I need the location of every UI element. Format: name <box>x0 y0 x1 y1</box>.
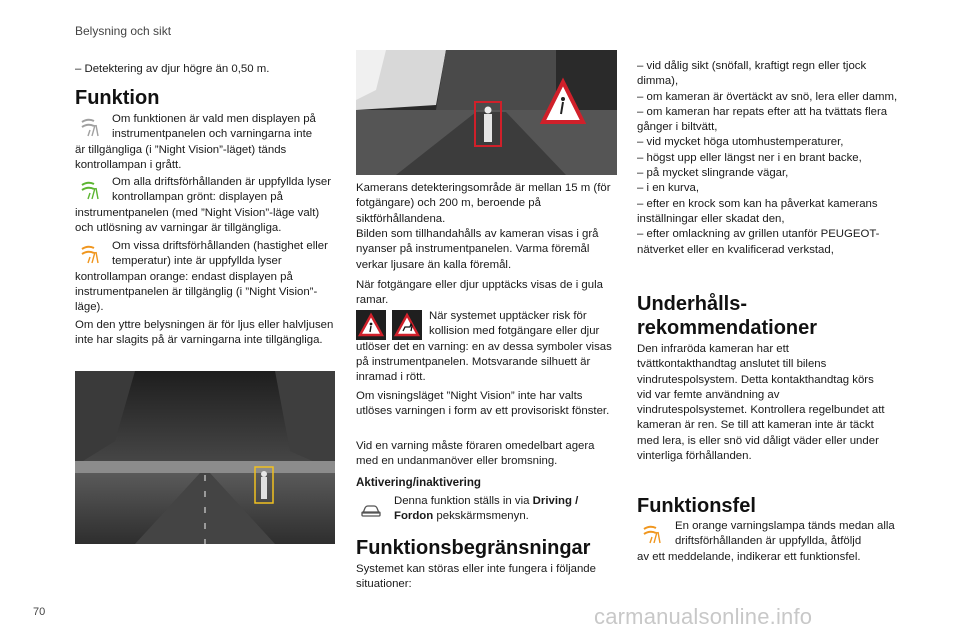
list-item: – högst upp eller längst ner i en brant backe, <box>637 151 862 164</box>
list-item: – vid mycket höga utomhustemperaturer, <box>637 136 844 149</box>
activation-text: Denna funktion ställs in via <box>394 495 530 507</box>
activation-title: Aktivering/inaktivering <box>356 476 481 489</box>
closing-paragraph: Om den yttre belysningen är för ljus eller halvljusen inte har slagits på är varningarna inte tillgängliga. <box>75 319 334 347</box>
intro-item: – Detektering av djur högre än 0,50 m. <box>75 63 270 75</box>
grey-lamp-text-rest: är tillgängliga (i ”Night Vision”-läget) tänds kontrollampan i grått. <box>75 143 287 171</box>
watermark: carmanualsonline.info <box>594 604 813 629</box>
list-item: – om kameran är övertäckt av snö, lera eller damm, <box>637 90 898 103</box>
maintenance-paragraph: Den infraröda kameran har ett tvättkontakthandtag anslutet till bilens vindrutespolsystem. Detta kontakthandtag körs vid var femte användning av vindrutespolsystemet. Kontrollera regelbundet att kameran är ren. Se till att kameran inte är täckt med lera, is eller snö vid dåligt väder eller under vinterliga förhållanden. <box>637 343 885 463</box>
yellow-frame-paragraph: När fotgängare eller djur upptäcks visas de i gula ramar. <box>356 279 603 307</box>
maintenance-title-line-1: Underhålls- <box>637 293 748 315</box>
night-vision-green-icon <box>79 179 101 201</box>
pedestrian-warning-icon <box>356 310 386 340</box>
green-lamp-text-first: Om alla driftsförhållanden är uppfyllda lyser kontrollampan grönt: displayen på <box>112 176 332 204</box>
section-title-funktion: Funktion <box>75 87 160 109</box>
list-item: – efter en krock som kan ha påverkat kamerans inställningar eller skadat den, <box>637 197 878 225</box>
green-lamp-paragraph <box>75 175 337 236</box>
detection-range-paragraph: Kamerans detekteringsområde är mellan 15 m (för fotgängare) och 200 m, beroende på siktförhållandena. <box>356 182 611 225</box>
section-header: Belysning och sikt <box>75 24 172 38</box>
provisional-window-paragraph: Om visningsläget ”Night Vision” inte har valts utlöses varningen i form av ett provisoriskt fönster. <box>356 390 610 418</box>
list-item: – i en kurva, <box>637 182 700 195</box>
section-title-limits: Funktionsbegränsningar <box>356 537 591 559</box>
night-vision-orange-icon <box>79 243 101 265</box>
collision-warning-text-rest: utlöser det en varning: en av dessa symboler visas på instrumentpanelen. Motsvarande silhuett är inramad i rött. <box>356 340 612 384</box>
night-vision-grey-icon <box>79 116 101 138</box>
car-icon <box>360 504 382 518</box>
night-vision-fault-icon <box>641 523 663 545</box>
driving-menu-label: Driving / Fordon <box>394 495 579 523</box>
collision-warning-text-first: När systemet upptäcker risk för kollision med fotgängare eller djur <box>429 310 600 338</box>
fault-text-first: En orange varningslampa tänds medan alla driftsförhållanden är uppfyllda, åtföljd <box>675 520 895 548</box>
thermal-road-image <box>75 371 335 544</box>
fault-paragraph <box>637 519 899 565</box>
section-title-fault: Funktionsfel <box>637 495 756 517</box>
maintenance-title-line-2: rekommendationer <box>637 317 818 339</box>
list-item: – efter omlackning av grillen utanför PEUGEOT-nätverket eller en kvalificerad verkstad, <box>637 228 880 256</box>
animal-warning-icon <box>392 310 422 340</box>
orange-lamp-paragraph <box>75 239 337 315</box>
thermal-alert-image <box>356 50 617 175</box>
activation-paragraph <box>356 494 618 525</box>
driver-action-paragraph: Vid en varning måste föraren omedelbart agera med en undanmanöver eller bromsning. <box>356 440 595 468</box>
list-item: – på mycket slingrande vägar, <box>637 167 789 180</box>
fault-text-rest: av ett meddelande, indikerar ett funktionsfel. <box>637 550 861 563</box>
list-item: – om kameran har repats efter att ha tvättats flera gånger i biltvätt, <box>637 105 888 134</box>
grey-lamp-text-first: Om funktionen är vald men displayen på instrumentpanelen och varningarna inte <box>112 113 316 141</box>
limits-paragraph: Systemet kan störas eller inte fungera i följande situationer: <box>356 563 596 591</box>
green-lamp-text-rest: instrumentpanelen (med ”Night Vision”-läge valt) och utlösning av varningar är tillgängliga. <box>75 206 320 234</box>
orange-lamp-text-first: Om vissa driftsförhållanden (hastighet eller temperatur) inte är uppfyllda lyser <box>112 240 328 268</box>
orange-lamp-text-rest: kontrollampan orange: endast displayen på instrumentpanelen är tillgänglig (i ”Night Vision”-läge). <box>75 270 318 314</box>
grey-image-paragraph: Bilden som tillhandahålls av kameran visas i grå nyanser på instrumentpanelen. Varma föremål verkar ljusare än kalla föremål. <box>356 228 599 271</box>
page-number: 70 <box>33 606 46 618</box>
activation-text-end: pekskärmsmenyn. <box>436 510 529 523</box>
collision-warning-paragraph <box>356 309 618 385</box>
thermal-road-scene <box>75 371 335 544</box>
list-item: – vid dålig sikt (snöfall, kraftigt regn eller tjock dimma), <box>637 60 867 88</box>
section-title-maintenance <box>637 292 817 340</box>
thermal-pedestrian-scene <box>356 50 617 175</box>
grey-lamp-paragraph <box>75 112 337 173</box>
limits-list <box>637 59 907 258</box>
